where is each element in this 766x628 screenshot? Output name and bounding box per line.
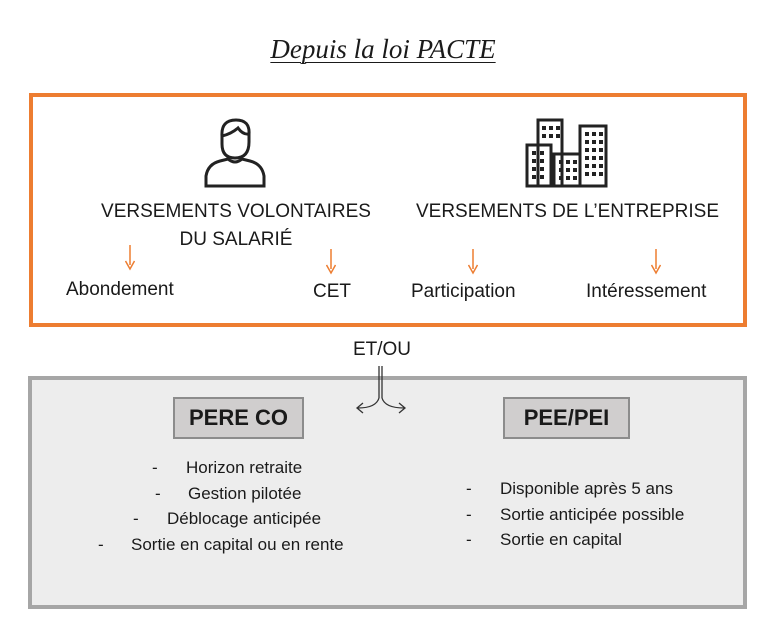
bullet-text: Sortie en capital ou en rente (131, 534, 344, 554)
arrow-down-icon (326, 249, 336, 275)
item-cet: CET (313, 281, 351, 302)
bullet-text: Sortie anticipée possible (500, 504, 685, 524)
pee-pei-label: PEE/PEI (503, 397, 630, 439)
connector-label: ET/OU (352, 339, 412, 360)
bullet-text: Sortie en capital (500, 530, 622, 549)
bullet-text: Déblocage anticipée (167, 509, 322, 528)
item-abondement: Abondement (66, 279, 174, 300)
bullet-dash: - (98, 534, 104, 554)
bullet-dash: - (133, 509, 139, 528)
buildings-icon (524, 117, 610, 189)
arrow-down-icon (125, 245, 135, 271)
pee-pei-features (0, 476, 766, 553)
list-item (0, 502, 766, 528)
bullet-text: Gestion pilotée (188, 483, 302, 503)
arrow-down-icon (651, 249, 661, 275)
person-icon (198, 114, 272, 188)
bullet-text: Horizon retraite (186, 458, 303, 477)
bullet-dash: - (466, 479, 472, 498)
item-interessement: Intéressement (586, 281, 707, 302)
list-item (0, 476, 766, 502)
page-title: Depuis la loi PACTE (270, 34, 496, 64)
employer-contributions-heading: VERSEMENTS DE L’ENTREPRISE (415, 201, 720, 222)
pere-co-label: PERE CO (173, 397, 304, 439)
item-participation: Participation (411, 281, 516, 302)
list-item (0, 527, 766, 553)
bullet-dash: - (155, 483, 161, 503)
bullet-dash: - (466, 530, 472, 549)
bullet-dash: - (466, 504, 472, 524)
bullet-text: Disponible après 5 ans (500, 479, 673, 498)
employee-contributions-heading: VERSEMENTS VOLONTAIRES (101, 201, 371, 222)
bullet-dash: - (152, 458, 158, 477)
fork-arrow-icon (352, 366, 412, 420)
arrow-down-icon (468, 249, 478, 275)
employee-contributions-heading-line2: DU SALARIÉ (179, 229, 293, 250)
